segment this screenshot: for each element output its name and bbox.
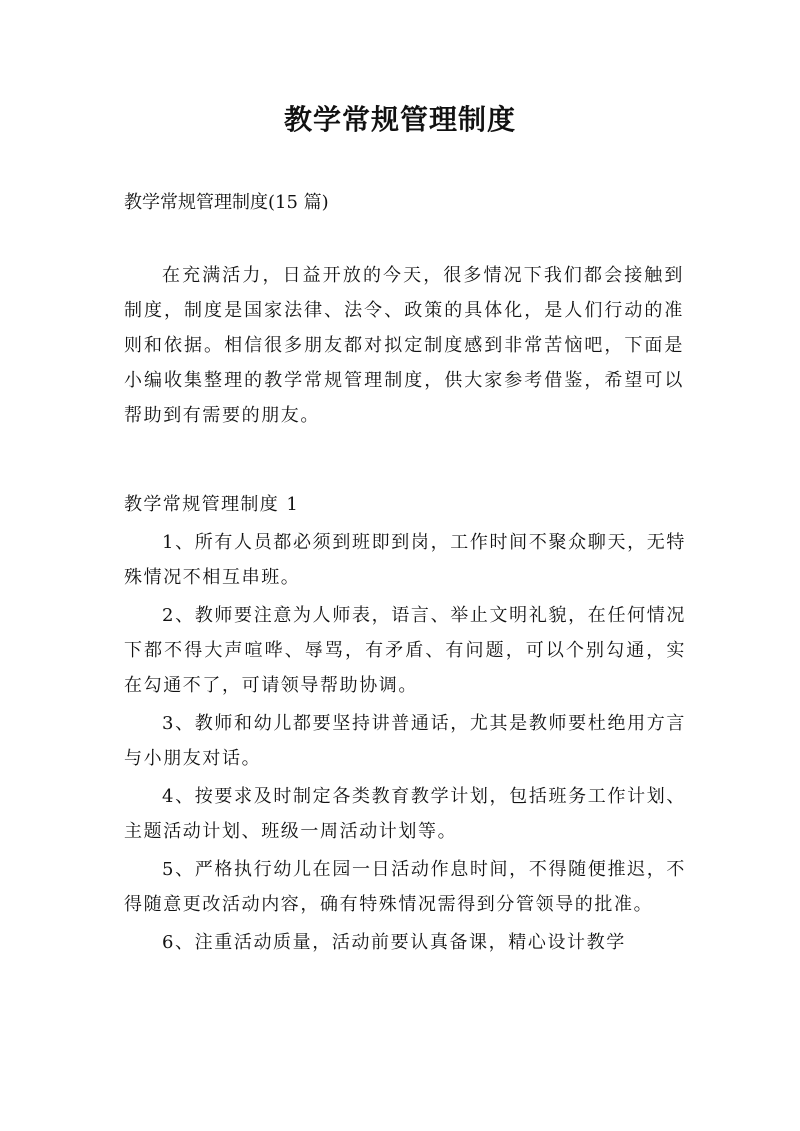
rule-item-1: 1、所有人员都必须到班即到岗，工作时间不聚众聊天，无特殊情况不相互串班。 [124,532,686,588]
intro-paragraph: 在充满活力，日益开放的今天，很多情况下我们都会接触到制度，制度是国家法律、法令、政策的具体化，是人们行动的准则和依据。相信很多朋友都对拟定制度感到非常苦恼吧，下面是小编收集整理的教学常规管理制度，供大家参考借鉴，希望可以帮助到有需要的朋友。 [124,265,684,426]
section-heading: 教学常规管理制度 1 [124,494,300,515]
rule-item-4: 4、按要求及时制定各类教育教学计划，包括班务工作计划、主题活动计划、班级一周活动计划等。 [124,786,686,842]
rule-item-2: 2、教师要注意为人师表，语言、举止文明礼貌，在任何情况下都不得大声喧哗、辱骂，有矛盾、有问题，可以个别勾通，实在勾通不了，可请领导帮助协调。 [124,605,686,696]
document-title: 教学常规管理制度 [283,103,516,136]
rule-item-6: 6、注重活动质量，活动前要认真备课，精心设计教学 [162,932,626,953]
rules-list [124,525,686,963]
rule-item-5: 5、严格执行幼儿在园一日活动作息时间，不得随便推迟，不得随意更改活动内容，确有特殊情况需得到分管领导的批准。 [124,859,686,915]
rule-item-3: 3、教师和幼儿都要坚持讲普通话，尤其是教师要杜绝用方言与小朋友对话。 [124,713,686,769]
document-subtitle: 教学常规管理制度(15 篇) [124,192,329,213]
